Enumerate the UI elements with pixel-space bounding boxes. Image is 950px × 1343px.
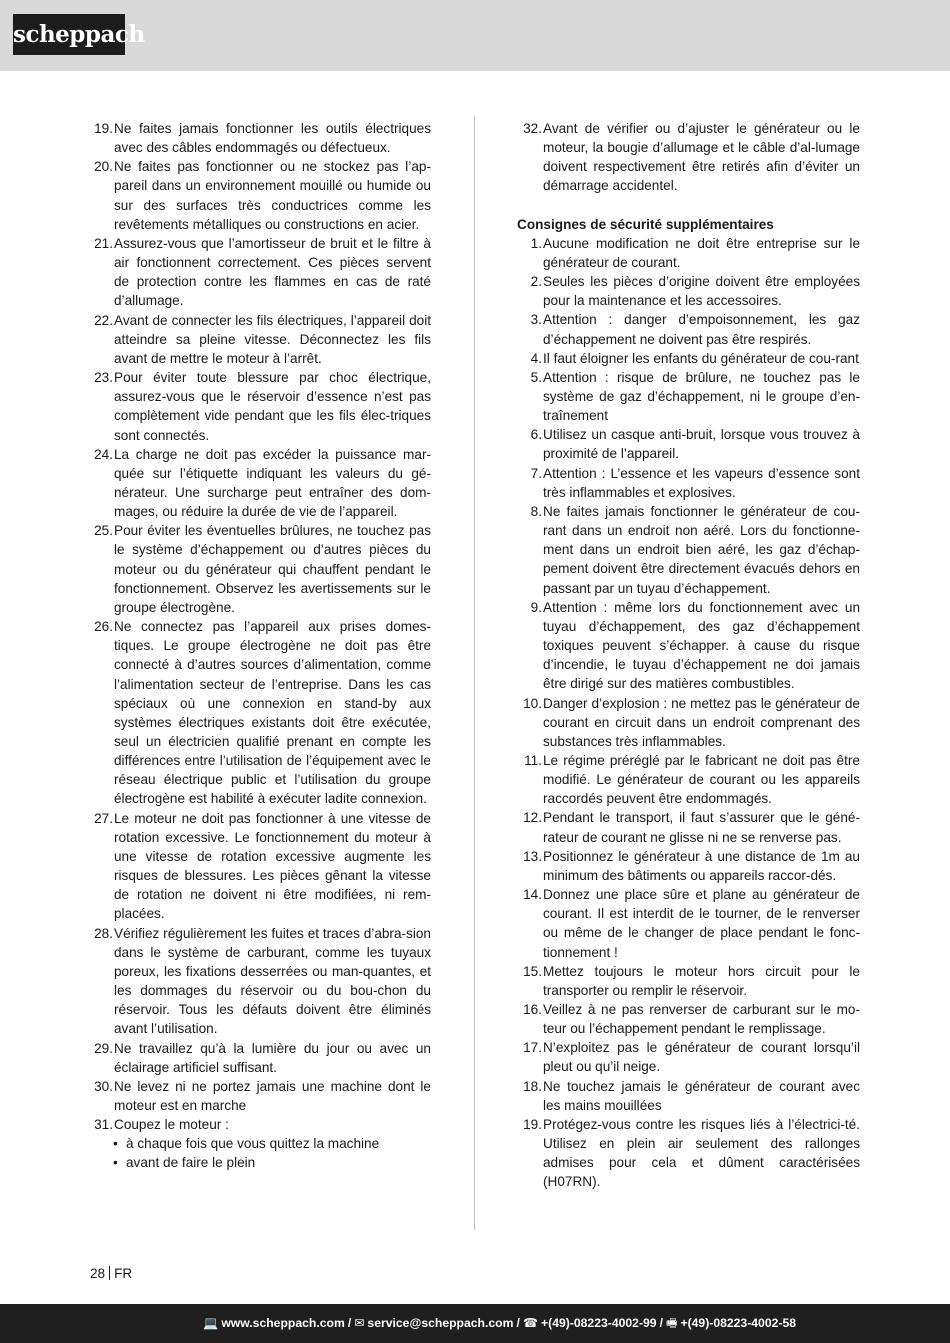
list-item	[517, 119, 860, 196]
separator-slash: /	[347, 1316, 352, 1330]
list-item-text: Ne connectez pas l’appareil aux prises domes-tiques. Le groupe électrogène ne doit pas être connecté à d’autres sources d’alimentation, comme l’alimentation secteur de l’entreprise. Dans les cas spéciaux où une connexion en stand-by aux systèmes électriques existants doit être exécutée, seul un électricien qualifié prenant en compte les différences entre l’utilisation de l’équipement avec le réseau électrique public et l’utilisation du groupe électrogène est habilité à exécuter ladite connexion.	[114, 619, 431, 807]
list-item-number: 17.	[523, 1040, 542, 1056]
list-item-number: 18.	[523, 1078, 542, 1094]
list-item-number: 25.	[94, 523, 113, 539]
list-item-text: Avant de connecter les fils électriques, l’appareil doit atteindre sa pleine vitesse. Déconnectez les fils avant de mettre le moteur à l’arrêt.	[114, 312, 431, 366]
list-item-text: Protégez-vous contre les risques liés à l’électrici-té. Utilisez en plein air seulement des rallonges admises pour cela et dûment caractérisées (H07RN).	[543, 1116, 860, 1190]
right-instruction-list-continued	[517, 119, 860, 196]
separator-slash: /	[659, 1316, 663, 1330]
bullet-text: à chaque fois que vous quittez la machine	[126, 1136, 380, 1152]
list-item	[88, 1077, 431, 1115]
list-item-number: 2.	[530, 274, 542, 290]
list-item	[517, 349, 860, 368]
list-item	[88, 617, 431, 809]
list-item	[517, 425, 860, 463]
brand-logo: scheppach	[13, 14, 125, 55]
list-item-text: Pour éviter les éventuelles brûlures, ne touchez pas le système d’échappement ou d’autres pièces du moteur ou du générateur qui chauffent pendant le fonctionnement. Observez les avertissements sur le groupe électrogène.	[114, 523, 431, 615]
bullet-text: avant de faire le plein	[126, 1155, 256, 1171]
email-link[interactable]: service@scheppach.com	[367, 1316, 514, 1330]
contact-line	[203, 1315, 796, 1331]
language-code: FR	[114, 1266, 133, 1281]
bullet-dot-icon: •	[113, 1136, 118, 1152]
list-item-number: 19.	[94, 121, 113, 136]
list-item-text: Donnez une place sûre et plane au générateur de courant. Il est interdit de le tourner, de le renverser ou même de le changer de place pendant le fonc-tionnement !	[543, 887, 860, 960]
list-item-text: Le régime préréglé par le fabricant ne doit pas être modifié. Le générateur de courant ou les appareils raccordés peuvent être endommagés.	[543, 752, 860, 807]
list-item-number: 12.	[523, 810, 542, 826]
list-item	[88, 445, 431, 522]
list-item-text: Vérifiez régulièrement les fuites et traces d’abra-sion dans le système de carburant, comme les tuyaux poreux, les fixations desserrées ou man-quantes, et les dommages du réservoir ou du bou-chon du réservoir. Tous les défauts doivent être éliminés avant l’utilisation.	[114, 925, 431, 1037]
list-item-number: 19.	[523, 1116, 542, 1132]
list-item-text: Ne touchez jamais le générateur de courant avec les mains mouillées	[543, 1078, 860, 1113]
phone-number[interactable]: +(49)-08223-4002-99	[541, 1316, 657, 1330]
list-item-number: 28.	[94, 925, 113, 941]
page-number-separator	[109, 1266, 110, 1280]
list-item-number: 4.	[530, 350, 542, 366]
list-item	[517, 808, 860, 846]
list-item	[517, 502, 860, 598]
list-item-number: 8.	[530, 503, 542, 519]
list-item	[517, 885, 860, 962]
page-number: 28	[90, 1266, 106, 1281]
list-item-number: 11.	[524, 752, 542, 768]
list-item-number: 16.	[523, 1002, 542, 1018]
list-item-text: Il faut éloigner les enfants du générateur de cou-rant	[543, 350, 859, 366]
list-item-number: 14.	[523, 887, 542, 903]
section-heading: Consignes de sécurité supplémentaires	[517, 216, 774, 232]
list-item-number: 31.	[94, 1117, 113, 1133]
list-item-number: 22.	[94, 312, 113, 328]
list-item-text: Pendant le transport, il faut s’assurer que le géné-rateur de courant ne glisse ni ne se renverse pas.	[543, 810, 860, 845]
bullet-item	[113, 1134, 431, 1153]
column-divider	[474, 116, 475, 1230]
list-item-text: Pour éviter toute blessure par choc électrique, assurez-vous que le réservoir d’essence n’est pas complètement vide pendant que les fils élec-triques sont connectés.	[114, 370, 431, 443]
list-item-number: 5.	[530, 369, 542, 385]
list-item-number: 29.	[94, 1040, 113, 1056]
fax-icon: 🖷	[665, 1316, 678, 1330]
list-item-number: 24.	[94, 446, 113, 462]
list-item-text: Danger d’explosion : ne mettez pas le générateur de courant en circuit dans un endroit comprenant des substances très inflammables.	[543, 695, 860, 749]
list-item-number: 21.	[94, 235, 113, 251]
list-item	[517, 1077, 860, 1115]
list-item-text: Assurez-vous que l’amortisseur de bruit et le filtre à air fonctionnent correctement. Ces pièces servent de protection contre les flammes en cas de raté d’allumage.	[114, 235, 431, 309]
phone-icon: ☎	[522, 1316, 539, 1330]
list-item	[88, 924, 431, 1039]
list-item	[88, 1115, 431, 1134]
list-item-text: Attention : même lors du fonctionnement avec un tuyau d’échappement, des gaz d’échappement toxiques peuvent s’échapper. à cause du risque d’incendie, le tuyau d’échappement ne doi jamais être dirigé sur des matières combustibles.	[543, 599, 860, 692]
list-item	[517, 751, 860, 808]
list-item-number: 6.	[530, 427, 542, 443]
additional-safety-list	[517, 234, 860, 1192]
list-item-text: Aucune modification ne doit être entreprise sur le générateur de courant.	[543, 235, 860, 270]
page-number-label	[90, 1265, 132, 1283]
list-item-number: 32.	[523, 121, 542, 136]
list-item-text: Seules les pièces d’origine doivent être employées pour la maintenance et les accessoires.	[543, 274, 860, 309]
list-item-text: Le moteur ne doit pas fonctionner à une vitesse de rotation excessive. Le fonctionnement du moteur à une vitesse de rotation excessive augmente les risques de blessures. Les pièces gênant la vitesse de rotation ne doivent ni être modifiées, ni rem-placées.	[114, 810, 431, 922]
list-item	[517, 694, 860, 751]
fax-number[interactable]: +(49)-08223-4002-58	[680, 1316, 796, 1330]
list-item	[517, 847, 860, 885]
list-item-number: 9.	[530, 599, 542, 615]
bullet-dot-icon: •	[113, 1155, 118, 1171]
list-item-number: 10.	[523, 695, 542, 711]
footer-contact-bar	[0, 1304, 950, 1343]
left-instruction-list	[88, 119, 431, 1134]
bullet-list	[88, 1134, 431, 1172]
list-item-text: Attention : risque de brûlure, ne touchez pas le système de gaz d’échappement, ni le groupe d’en-traînement	[543, 369, 860, 424]
list-item-text: Positionnez le générateur à une distance de 1m au minimum des bâtiments ou appareils raccor-dés.	[543, 848, 860, 883]
page-header	[0, 0, 950, 71]
list-item-text: Mettez toujours le moteur hors circuit pour le transporter ou remplir le réservoir.	[543, 963, 860, 998]
list-item	[88, 368, 431, 445]
left-column	[88, 119, 431, 1173]
computer-icon: 💻	[203, 1316, 219, 1330]
list-item-number: 7.	[530, 465, 542, 481]
list-item-text: Avant de vérifier ou d’ajuster le générateur ou le moteur, la bougie d’allumage et le câble d’al-lumage doivent respectivement être retirés afin d’éviter un démarrage accidentel.	[543, 121, 860, 194]
list-item-text: Ne levez ni ne portez jamais une machine dont le moteur est en marche	[114, 1078, 431, 1113]
list-item	[88, 809, 431, 924]
list-item-text: La charge ne doit pas excéder la puissance mar-quée sur l’étiquette indiquant les valeurs du gé-nérateur. Une surcharge peut entraîner des dom-mages, ou réduire la durée de vie de l’appareil.	[114, 446, 431, 520]
bullet-item	[113, 1153, 431, 1172]
list-item	[88, 1039, 431, 1077]
list-item	[517, 1000, 860, 1038]
list-item	[517, 368, 860, 425]
list-item	[88, 119, 431, 157]
list-item	[88, 157, 431, 234]
list-item-text: N’exploitez pas le générateur de courant lorsqu’il pleut ou qu’il neige.	[543, 1040, 860, 1075]
list-item-number: 27.	[94, 810, 113, 826]
right-column	[517, 119, 860, 1192]
list-item-text: Ne faites jamais fonctionner le générateur de cou-rant dans un endroit non aéré. Lors du fonctionne-ment dans un endroit bien aéré, les gaz d’échap-pement doivent être directement évacués dehors en passant par un tuyau d’échappement.	[543, 503, 860, 596]
list-item-number: 3.	[530, 312, 542, 328]
list-item-number: 30.	[94, 1078, 113, 1094]
list-item-text: Coupez le moteur :	[114, 1117, 229, 1133]
separator-slash: /	[516, 1316, 520, 1330]
list-item	[517, 272, 860, 310]
list-item	[517, 1038, 860, 1076]
list-item-text: Ne faites jamais fonctionner les outils électriques avec des câbles endommagés ou défectueux.	[114, 121, 431, 156]
list-item-text: Attention : L’essence et les vapeurs d’essence sont très inflammables et explosives.	[543, 465, 860, 500]
list-item-number: 13.	[523, 848, 542, 864]
list-item-number: 15.	[523, 963, 542, 979]
email-icon: ✉	[354, 1316, 365, 1330]
list-item-number: 23.	[94, 370, 113, 386]
list-item	[88, 311, 431, 368]
list-item-text: Ne travaillez qu’à la lumière du jour ou avec un éclairage artificiel suffisant.	[114, 1040, 431, 1075]
list-item-text: Ne faites pas fonctionner ou ne stockez pas l’ap-pareil dans un environnement mouillé ou humide ou sur des surfaces très conductrices comme les revêtements métalliques ou constructions en acier.	[114, 159, 431, 232]
list-item	[88, 521, 431, 617]
list-item	[88, 234, 431, 311]
list-item-text: Attention : danger d’empoisonnement, les gaz d’échappement ne doivent pas être respirés.	[543, 312, 860, 347]
list-item	[517, 598, 860, 694]
list-item-text: Veillez à ne pas renverser de carburant sur le mo-teur ou l’échappement pendant le remplissage.	[543, 1002, 860, 1037]
list-item	[517, 1115, 860, 1192]
list-item-number: 26.	[94, 619, 113, 635]
list-item	[517, 962, 860, 1000]
list-item-number: 1.	[530, 235, 542, 251]
list-item	[517, 234, 860, 272]
website-link[interactable]: www.scheppach.com	[221, 1316, 345, 1330]
list-item	[517, 310, 860, 348]
list-item-text: Utilisez un casque anti-bruit, lorsque vous trouvez à proximité de l’appareil.	[543, 427, 860, 462]
list-item-number: 20.	[94, 159, 113, 175]
list-item	[517, 464, 860, 502]
